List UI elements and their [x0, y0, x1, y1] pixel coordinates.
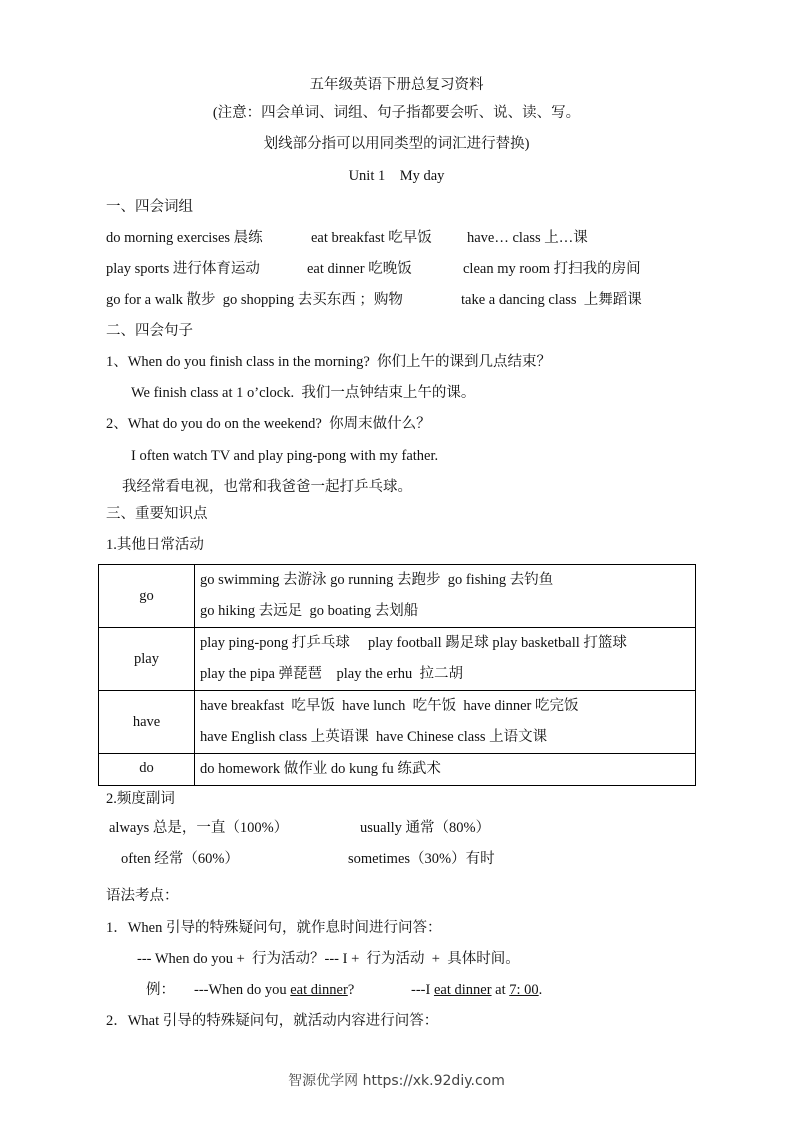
sentence-question: 1、When do you finish class in the morning? 你们上午的课到几点结束？: [106, 354, 552, 370]
activities-table: [98, 564, 696, 786]
phrases-cell: [195, 565, 696, 628]
example-text: at: [491, 982, 510, 998]
example-underlined: eat dinner: [433, 982, 492, 998]
section-heading-sentences: 二、四会句子: [106, 323, 193, 339]
note-line-1: (注意：四会单词、词组、句子指都要会听、说、读、写。: [212, 105, 581, 121]
subheading-daily-activities: 1.其他日常活动: [106, 537, 204, 553]
example-label: 例：: [146, 982, 175, 998]
table-row: [99, 565, 696, 628]
verb-cell: go: [99, 565, 195, 628]
note-line-2: 划线部分指可以用同类型的词汇进行替换): [263, 136, 530, 152]
grammar-heading: 语法考点：: [106, 888, 179, 904]
example-question: [194, 980, 354, 1000]
verb-cell: do: [99, 754, 195, 786]
example-text: ---I: [411, 982, 434, 998]
sentence-question: 2、What do you do on the weekend? 你周末做什么？: [106, 416, 431, 432]
section-heading-key-points: 三、重要知识点: [106, 506, 208, 522]
verb-cell: have: [99, 691, 195, 754]
section-heading-phrases: 一、四会词组: [106, 199, 193, 215]
phrase-item: have… class 上…课: [467, 230, 588, 246]
phrases-cell: [195, 691, 696, 754]
phrase-line: play ping-pong 打乒乓球 play football 踢足球 play basketball 打篮球: [200, 635, 627, 651]
sentence-answer: We finish class at 1 o’clock. 我们一点钟结束上午的课。: [131, 385, 476, 401]
grammar-point: 2．What 引导的特殊疑问句，就活动内容进行问答：: [106, 1013, 439, 1029]
table-row: [99, 754, 696, 786]
phrase-line: go hiking 去远足 go boating 去划船: [200, 603, 419, 619]
example-answer: [411, 980, 542, 1000]
phrase-item: go for a walk 散步 go shopping 去买东西 ；购物: [106, 292, 403, 308]
frequency-item: often 经常（60%）: [121, 851, 239, 867]
verb-cell: play: [99, 628, 195, 691]
sentence-answer-cn: 我经常看电视，也常和我爸爸一起打乒乓球。: [122, 479, 412, 495]
frequency-item: usually 通常（80%）: [360, 820, 491, 836]
footer-watermark: 智源优学网 https://xk.92diy.com: [288, 1073, 505, 1089]
unit-title: Unit 1 My day: [348, 168, 445, 184]
phrase-line: play the pipa 弹琵琶 play the erhu 拉二胡: [200, 666, 463, 682]
table-row: [99, 691, 696, 754]
grammar-point: 1．When 引导的特殊疑问句，就作息时间进行问答：: [106, 920, 442, 936]
grammar-pattern: --- When do you + 行为活动？--- I + 行为活动 + 具体时间。: [137, 951, 520, 967]
example-text: ?: [347, 982, 355, 998]
phrase-item: eat dinner 吃晚饭: [307, 261, 412, 277]
page-title: 五年级英语下册总复习资料: [309, 77, 484, 93]
phrase-item: do morning exercises 晨练: [106, 230, 263, 246]
frequency-item: sometimes（30%）有时: [348, 851, 495, 867]
phrase-line: go swimming 去游泳 go running 去跑步 go fishing 去钓鱼: [200, 572, 554, 588]
sentence-answer: I often watch TV and play ping-pong with my father.: [131, 448, 439, 464]
frequency-item: always 总是，一直（100%）: [109, 820, 289, 836]
subheading-frequency-adverbs: 2.频度副词: [106, 791, 175, 807]
phrase-line: have breakfast 吃早饭 have lunch 吃午饭 have dinner 吃完饭: [200, 698, 579, 714]
example-underlined: 7: 00: [509, 982, 539, 998]
example-text: .: [538, 982, 543, 998]
phrases-cell: [195, 754, 696, 786]
example-underlined: eat dinner: [290, 982, 348, 998]
phrase-item: play sports 进行体育运动: [106, 261, 260, 277]
example-text: ---When do you: [194, 982, 291, 998]
phrases-cell: [195, 628, 696, 691]
phrase-item: eat breakfast 吃早饭: [311, 230, 432, 246]
phrase-line: have English class 上英语课 have Chinese class 上语文课: [200, 729, 548, 745]
phrase-item: take a dancing class 上舞蹈课: [461, 292, 642, 308]
table-row: [99, 628, 696, 691]
phrase-item: clean my room 打扫我的房间: [463, 261, 641, 277]
phrase-line: do homework 做作业 do kung fu 练武术: [200, 761, 441, 777]
